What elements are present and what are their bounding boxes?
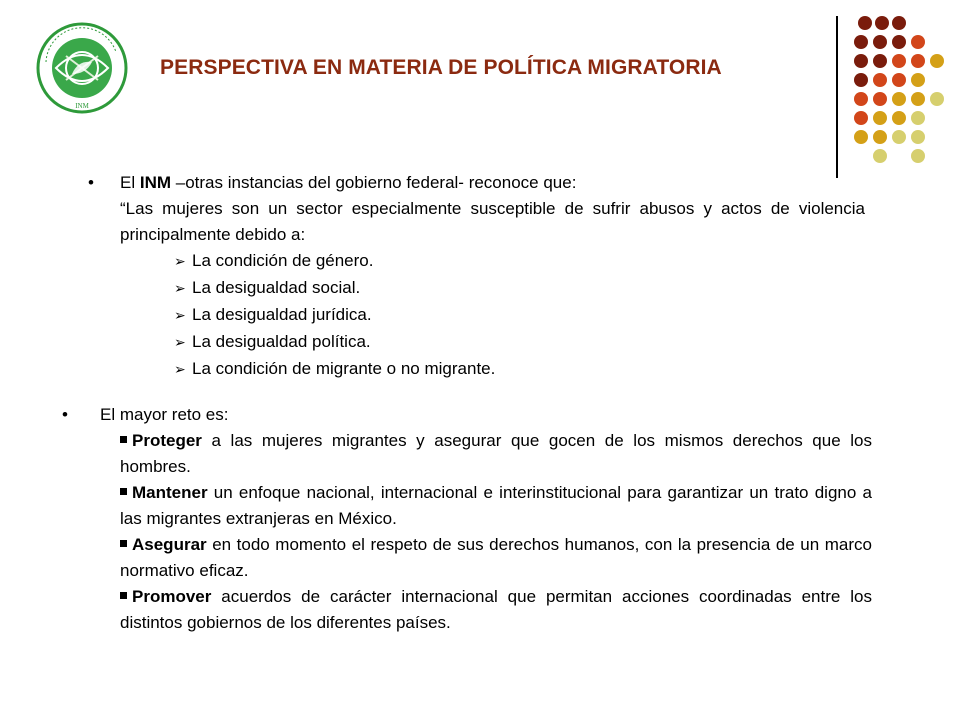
decorative-dot [930,92,944,106]
list-item [174,302,774,329]
decorative-dot [875,16,889,30]
decorative-dot [873,54,887,68]
decorative-dot [892,54,906,68]
decorative-dot [911,111,925,125]
decorative-dot [854,92,868,106]
list-item-text: La condición de migrante o no migrante. [192,359,496,378]
decorative-dot [873,130,887,144]
section1-bullet: • [88,173,94,192]
list-item-text: La desigualdad social. [192,278,361,297]
decorative-dot [911,73,925,87]
decorative-dot [911,92,925,106]
decorative-dot [854,111,868,125]
item-text: acuerdos de carácter internacional que permitan acciones coordinadas entre los distintos gobiernos de los diferentes países. [120,587,872,632]
list-item-text: La condición de género. [192,251,374,270]
section2-bullet: • [62,405,68,424]
decorative-dot [892,111,906,125]
decorative-dot [873,92,887,106]
section2-intro: El mayor reto es: [100,405,229,424]
arrow-bullet-icon: ➢ [174,281,186,297]
decorative-dot [892,35,906,49]
list-item-text: La desigualdad política. [192,332,371,351]
arrow-bullet-icon: ➢ [174,308,186,324]
section1-list [174,248,774,383]
vertical-divider [836,16,838,178]
decorative-dot [911,35,925,49]
square-bullet-icon [120,540,127,547]
item-text: un enfoque nacional, internacional e interinstitucional para garantizar un trato digno a las migrantes extranjeras en México. [120,483,872,528]
list-item-text: La desigualdad jurídica. [192,305,372,324]
decorative-dot-grid [846,8,956,158]
section1-intro-post: –otras instancias del gobierno federal- reconoce que: [171,173,577,192]
arrow-bullet-icon: ➢ [174,335,186,351]
arrow-bullet-icon: ➢ [174,362,186,378]
decorative-dot [858,16,872,30]
section2-item [120,532,872,584]
list-item [174,356,774,383]
decorative-dot [892,16,906,30]
inm-logo [36,22,128,114]
decorative-dot [873,35,887,49]
item-keyword: Proteger [132,431,202,450]
section2-item [120,584,872,636]
square-bullet-icon [120,436,127,443]
decorative-dot [911,130,925,144]
inm-bold: INM [139,173,172,192]
decorative-dot [892,92,906,106]
decorative-dot [873,149,887,163]
page-title: PERSPECTIVA EN MATERIA DE POLÍTICA MIGRATORIA [160,56,722,79]
item-keyword: Asegurar [132,535,207,554]
item-text: a las mujeres migrantes y asegurar que gocen de los mismos derechos que los hombres. [120,431,872,476]
square-bullet-icon [120,592,127,599]
section1-intro-pre: El [120,173,140,192]
item-keyword: Mantener [132,483,208,502]
arrow-bullet-icon: ➢ [174,254,186,270]
square-bullet-icon [120,488,127,495]
decorative-dot [854,130,868,144]
decorative-dot [873,73,887,87]
svg-text:INM: INM [75,102,89,110]
decorative-dot [911,149,925,163]
section1-intro [120,170,865,196]
decorative-dot [930,54,944,68]
list-item [174,329,774,356]
decorative-dot [854,35,868,49]
decorative-dot [892,130,906,144]
section2-item [120,480,872,532]
section1-quote: “Las mujeres son un sector especialmente susceptible de sufrir abusos y actos de violencia principalmente debido a: [120,199,865,244]
decorative-dot [854,73,868,87]
list-item [174,275,774,302]
list-item [174,248,774,275]
item-keyword: Promover [132,587,212,606]
decorative-dot [873,111,887,125]
decorative-dot [854,54,868,68]
decorative-dot [911,54,925,68]
decorative-dot [892,73,906,87]
item-text: en todo momento el respeto de sus derechos humanos, con la presencia de un marco normativo eficaz. [120,535,872,580]
section2-item [120,428,872,480]
